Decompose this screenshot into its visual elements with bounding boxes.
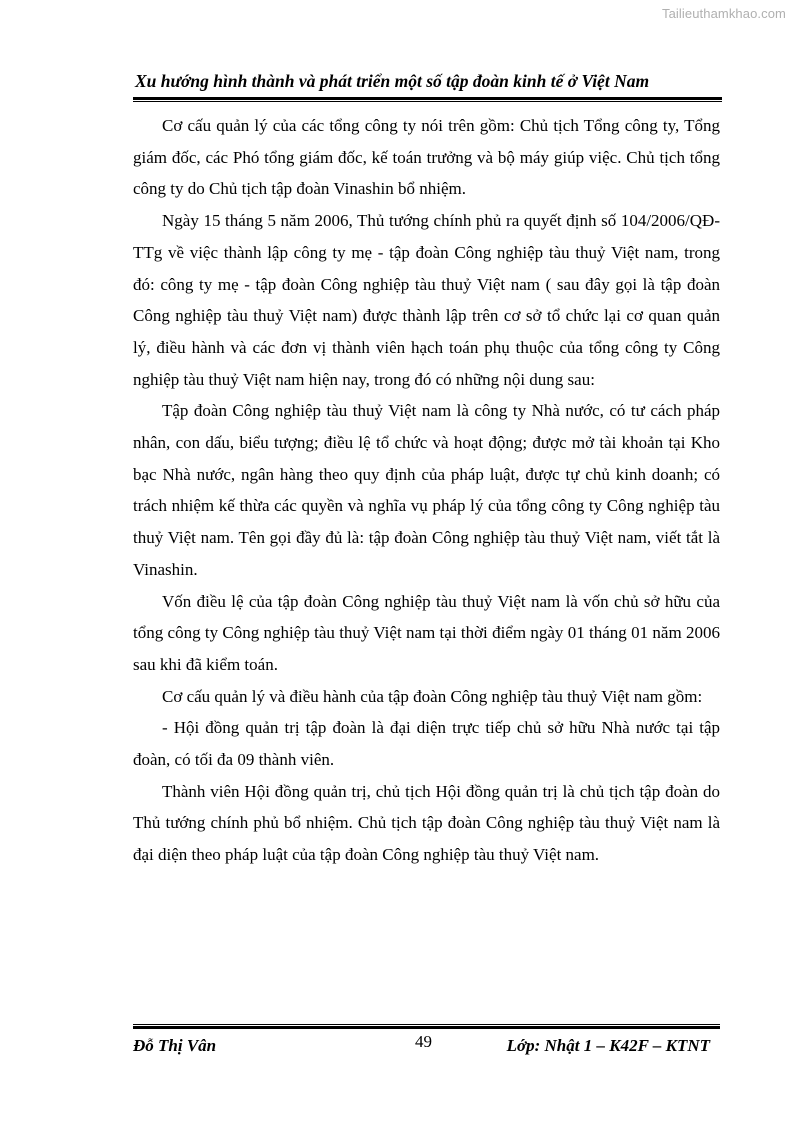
watermark-text: Tailieuthamkhao.com [661, 6, 786, 21]
page-header [133, 70, 722, 102]
page-number: 49 [415, 1032, 432, 1051]
header-title: Xu hướng hình thành và phát triển một số tập đoàn kinh tế ở Việt Nam [135, 71, 650, 91]
header-divider [133, 97, 722, 102]
page-footer [133, 1024, 720, 1059]
paragraph: Vốn điều lệ của tập đoàn Công nghiệp tàu thuỷ Việt nam là vốn chủ sở hữu của tổng công ty Công nghiệp tàu thuỷ Việt nam tại thời điểm ngày 01 tháng 01 năm 2006 sau khi đã kiểm toán. [133, 591, 720, 674]
paragraph: Tập đoàn Công nghiệp tàu thuỷ Việt nam là công ty Nhà nước, có tư cách pháp nhân, con dấu, biểu tượng; điều lệ tổ chức và hoạt động; được mở tài khoản tại Kho bạc Nhà nước, ngân hàng theo quy định của pháp luật, được tự chủ kinh doanh; có trách nhiệm kế thừa các quyền và nghĩa vụ pháp lý của tổng công ty Công nghiệp tàu thuỷ Việt nam. Tên gọi đầy đủ là: tập đoàn Công nghiệp tàu thuỷ Việt nam, viết tắt là Vinashin. [133, 401, 720, 579]
paragraph: Cơ cấu quản lý và điều hành của tập đoàn Công nghiệp tàu thuỷ Việt nam gồm: [162, 686, 703, 706]
footer-author: Đỗ Thị Vân [133, 1036, 217, 1055]
paragraph: Ngày 15 tháng 5 năm 2006, Thủ tướng chính phủ ra quyết định số 104/2006/QĐ-TTg về việc thành lập công ty mẹ - tập đoàn Công nghiệp tàu thuỷ Việt nam, trong đó: công ty mẹ - tập đoàn Công nghiệp tàu thuỷ Việt nam ( sau đây gọi là tập đoàn Công nghiệp tàu thuỷ Việt nam) được thành lập trên cơ sở tổ chức lại cơ quan quản lý, điều hành và các đơn vị thành viên hạch toán phụ thuộc của tổng công ty Công nghiệp tàu thuỷ Việt nam hiện nay, trong đó có những nội dung sau: [133, 211, 720, 389]
paragraph: - Hội đồng quản trị tập đoàn là đại diện trực tiếp chủ sở hữu Nhà nước tại tập đoàn, có tối đa 09 thành viên. [133, 718, 720, 770]
footer-class-info: Lớp: Nhật 1 – K42F – KTNT [506, 1036, 710, 1055]
footer-row [133, 1033, 720, 1059]
paragraph: Thành viên Hội đồng quản trị, chủ tịch Hội đồng quản trị là chủ tịch tập đoàn do Thủ tướng chính phủ bổ nhiệm. Chủ tịch tập đoàn Công nghiệp tàu thuỷ Việt nam là đại diện theo pháp luật của tập đoàn Công nghiệp tàu thuỷ Việt nam. [133, 781, 720, 865]
document-body [133, 110, 720, 871]
paragraph: Cơ cấu quản lý của các tổng công ty nói trên gồm: Chủ tịch Tổng công ty, Tổng giám đốc, các Phó tổng giám đốc, kế toán trưởng và bộ máy giúp việc. Chủ tịch tổng công ty do Chủ tịch tập đoàn Vinashin bổ nhiệm. [133, 116, 720, 199]
footer-divider [133, 1024, 720, 1029]
